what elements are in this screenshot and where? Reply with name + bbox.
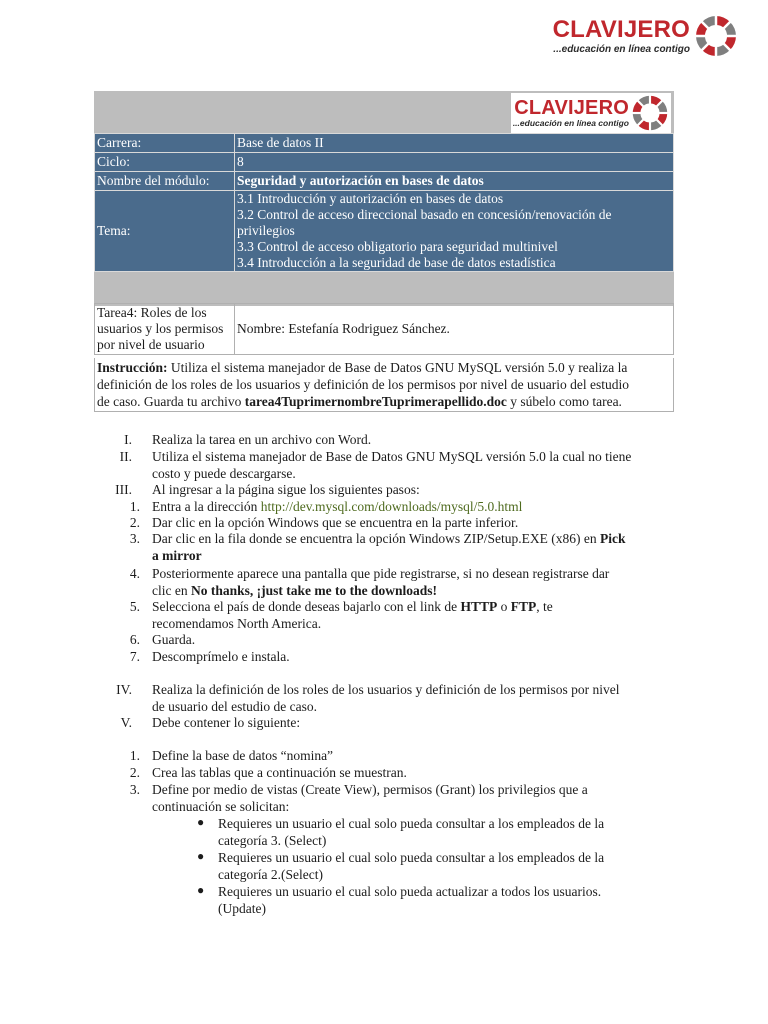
logo-tagline: ...educación en línea contigo [512, 117, 629, 128]
list-item: Al ingresar a la página sigue los siguientes pasos: [152, 482, 420, 497]
file-name: tarea4TuprimernombreTuprimerapellido.doc [244, 394, 507, 409]
value-modulo: Seguridad y autorización en bases de datos [235, 172, 674, 191]
tema-line: privilegios [237, 223, 295, 238]
step-bold: Pick [599, 531, 626, 546]
value-ciclo: 8 [235, 153, 674, 172]
step-item: Guarda. [152, 632, 196, 647]
label-tema: Tema: [95, 191, 235, 272]
table-row [95, 153, 674, 172]
step-number: 6. [129, 632, 140, 647]
instruction-block [94, 358, 674, 412]
list-item: Debe contener lo siguiente: [152, 715, 301, 730]
step-text: o [497, 599, 511, 614]
task-label-line: por nivel de usuario [97, 337, 205, 352]
clavijero-logo-small [511, 93, 671, 133]
bullet-icon: ● [197, 815, 205, 829]
step-number: 4. [129, 566, 140, 581]
label-ciclo: Ciclo: [95, 153, 235, 172]
table-row [95, 134, 674, 153]
step-item [152, 498, 522, 515]
list-item-line: costo y puede descargarse. [152, 466, 296, 481]
task-label-line: Tarea4: Roles de los [97, 305, 207, 320]
list-item-line: de usuario del estudio de caso. [152, 699, 317, 714]
list-item: Realiza la tarea en un archivo con Word. [152, 432, 372, 447]
logo-brand: CLAVIJERO [514, 96, 629, 119]
content-line: Define por medio de vistas (Create View), permisos (Grant) los privilegios que a [152, 782, 588, 797]
task-label [95, 304, 235, 355]
content-number: 1. [129, 748, 140, 763]
step-number: 5. [129, 599, 140, 614]
header-box [94, 91, 674, 286]
http-label: HTTP [460, 599, 498, 614]
bullet-item [218, 815, 604, 849]
list-number: IV. [116, 682, 132, 697]
step-number: 2. [129, 515, 140, 530]
step-item [152, 565, 609, 599]
bullet-item [218, 883, 601, 917]
student-name: Nombre: Estefanía Rodriguez Sánchez. [235, 304, 674, 355]
bullet-icon: ● [197, 849, 205, 863]
content-number: 3. [129, 782, 140, 797]
bullet-line: (Update) [218, 901, 266, 916]
clavijero-logo [553, 14, 738, 58]
content-line: continuación se solicitan: [152, 799, 290, 814]
value-tema [235, 191, 674, 272]
gear-wheel-icon [694, 14, 738, 58]
instruction-text: Utiliza el sistema manejador de Base de Datos GNU MySQL versión 5.0 y realiza la [167, 360, 628, 375]
bullet-icon: ● [197, 883, 205, 897]
step-number: 1. [129, 499, 140, 514]
table-row [95, 172, 674, 191]
table-row [95, 304, 674, 355]
list-number: I. [124, 432, 132, 447]
tema-line: 3.4 Introducción a la seguridad de base de datos estadística [237, 255, 556, 270]
list-number: II. [119, 449, 132, 464]
table-row [95, 191, 674, 272]
bullet-line: Requieres un usuario el cual solo pueda actualizar a todos los usuarios. [218, 884, 602, 899]
tema-line: 3.2 Control de acceso direccional basado en concesión/renovación de [237, 207, 612, 222]
step-number: 7. [129, 649, 140, 664]
step-text: Posteriormente aparece una pantalla que pide registrarse, si no desean registrarse dar [152, 566, 610, 581]
label-carrera: Carrera: [95, 134, 235, 153]
ftp-label: FTP [510, 599, 537, 614]
value-carrera: Base de datos II [235, 134, 674, 153]
step-text: clic en [152, 583, 191, 598]
task-label-line: usuarios y los permisos [97, 321, 224, 336]
bullet-line: categoría 3. (Select) [218, 833, 327, 848]
course-info-table [94, 133, 674, 272]
step-number: 3. [129, 531, 140, 546]
step-text: Entra a la dirección [152, 499, 261, 514]
step-text: , te [536, 599, 553, 614]
list-number: III. [115, 482, 132, 497]
step-item [152, 530, 662, 564]
instruction-text: de caso. Guarda tu archivo [97, 394, 245, 409]
instruction-label: Instrucción: [97, 360, 168, 375]
step-item: Dar clic en la opción Windows que se encuentra en la parte inferior. [152, 515, 519, 530]
logo-tagline: ...educación en línea contigo [553, 43, 690, 55]
step-item: Descomprímelo e instala. [152, 649, 290, 664]
gear-wheel-icon [631, 94, 669, 132]
content-item [152, 781, 588, 815]
list-item-line: Utiliza el sistema manejador de Base de Datos GNU MySQL versión 5.0 la cual no tiene [152, 449, 632, 464]
step-text: Selecciona el país de donde deseas bajarlo con el link de [152, 599, 461, 614]
content-number: 2. [129, 765, 140, 780]
instruction-text: y súbelo como tarea. [506, 394, 622, 409]
step-text: Dar clic en la fila donde se encuentra la opción Windows ZIP/Setup.EXE (x86) en [152, 531, 600, 546]
tema-line: 3.3 Control de acceso obligatorio para seguridad multinivel [237, 239, 558, 254]
step-bold: a mirror [152, 548, 202, 563]
step-text: recomendamos North America. [152, 616, 322, 631]
instruction-text: definición de los roles de los usuarios y definición de los permisos por nivel de usuario del estudio [97, 377, 630, 392]
list-number: V. [120, 715, 132, 730]
mysql-download-link[interactable]: http://dev.mysql.com/downloads/mysql/5.0.html [260, 499, 523, 514]
bullet-item [218, 849, 604, 883]
task-table [94, 303, 674, 355]
bullet-line: Requieres un usuario el cual solo pueda consultar a los empleados de la [218, 816, 605, 831]
list-item [152, 681, 620, 715]
content-item: Define la base de datos “nomina” [152, 748, 334, 763]
content-item: Crea las tablas que a continuación se muestran. [152, 765, 407, 780]
bullet-line: Requieres un usuario el cual solo pueda consultar a los empleados de la [218, 850, 605, 865]
step-item [152, 598, 553, 632]
step-bold: No thanks, ¡just take me to the downloads! [190, 583, 438, 598]
bullet-line: categoría 2.(Select) [218, 867, 323, 882]
list-item-line: Realiza la definición de los roles de los usuarios y definición de los permisos por nivel [152, 682, 620, 697]
label-modulo: Nombre del módulo: [95, 172, 235, 191]
list-item [152, 448, 631, 482]
logo-brand: CLAVIJERO [552, 15, 690, 43]
tema-line: 3.1 Introducción y autorización en bases de datos [237, 191, 504, 206]
